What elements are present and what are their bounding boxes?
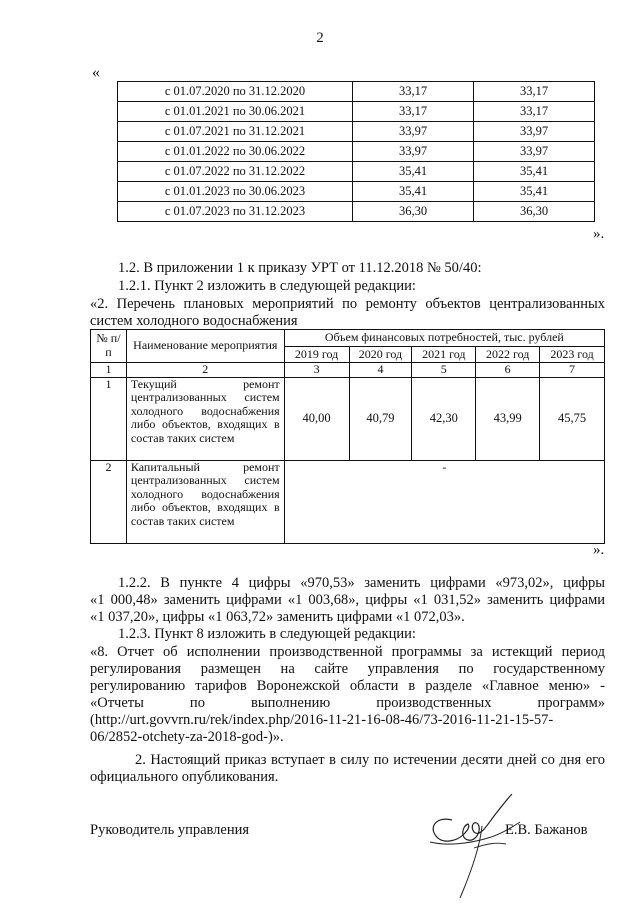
index-cell: 2	[126, 363, 284, 378]
header-year: 2022 год	[476, 347, 540, 363]
item-1-2-3: 1.2.3. Пункт 8 изложить в следующей редакции:	[118, 626, 416, 642]
index-cell: 3	[284, 363, 349, 378]
row-value: 40,00	[284, 377, 349, 460]
table-row	[118, 102, 595, 122]
table-row	[118, 162, 595, 182]
rate-value-cell: 35,41	[474, 182, 595, 202]
repair-plan-table	[90, 329, 605, 544]
table-row	[118, 202, 595, 222]
index-cell: 7	[540, 363, 605, 378]
item-8-line-2: регулирования размещен на сайте управления по государственному	[90, 661, 605, 677]
rate-value-cell: 35,41	[474, 162, 595, 182]
header-name: Наименование мероприятия	[126, 330, 284, 363]
row-value: 42,30	[412, 377, 476, 460]
table-row	[91, 460, 605, 543]
header-year: 2023 год	[540, 347, 605, 363]
row-name: Капитальный ремонт централизованных систем холодного водоснабжения либо объектов, входящих в состав таких систем	[126, 460, 284, 543]
rate-value-cell: 33,17	[353, 102, 474, 122]
rate-value-cell: 35,41	[353, 182, 474, 202]
table-row	[118, 182, 595, 202]
rate-value-cell: 33,17	[353, 82, 474, 102]
item-1-2-2-line-3: «1 037,20», цифры «1 063,72» заменить цифрами «1 072,03».	[90, 609, 465, 625]
table-row	[118, 122, 595, 142]
header-year: 2019 год	[284, 347, 349, 363]
plan-title-line-1: «2. Перечень плановых мероприятий по ремонту объектов централизованных	[90, 296, 605, 312]
table-row	[91, 377, 605, 460]
signature-icon	[422, 786, 532, 904]
rate-value-cell: 33,97	[474, 122, 595, 142]
header-number: № п/п	[91, 330, 127, 363]
item-8-line-5: (http://urt.govvrn.ru/rek/index.php/2016-11-21-16-08-46/73-2016-11-21-15-57-	[90, 712, 554, 728]
rate-value-cell: 33,17	[474, 102, 595, 122]
rate-value-cell: 33,97	[353, 142, 474, 162]
table-row	[118, 142, 595, 162]
rate-period-cell: с 01.01.2021 по 30.06.2021	[118, 102, 353, 122]
item-1-2-2-line-1: 1.2.2. В пункте 4 цифры «970,53» заменить цифрами «973,02», цифры	[118, 575, 605, 591]
header-year: 2021 год	[412, 347, 476, 363]
opening-quote-mark: «	[92, 64, 100, 81]
row-name: Текущий ремонт централизованных систем холодного водоснабжения либо объектов, входящих в состав таких систем	[126, 377, 284, 460]
item-8-line-3: регулированию тарифов Воронежской области в разделе «Главное меню» -	[90, 678, 605, 694]
rate-period-cell: с 01.07.2021 по 31.12.2021	[118, 122, 353, 142]
row-value: 40,79	[349, 377, 412, 460]
item-1-2: 1.2. В приложении 1 к приказу УРТ от 11.12.2018 № 50/40:	[118, 260, 482, 276]
item-1-2-2-line-2: «1 000,48» заменить цифрами «1 003,68», цифры «1 031,52» заменить цифрами	[90, 592, 605, 608]
rate-period-cell: с 01.01.2022 по 30.06.2022	[118, 142, 353, 162]
rate-value-cell: 33,97	[474, 142, 595, 162]
item-2-line-2: официального опубликования.	[90, 769, 279, 785]
item-8-line-1: «8. Отчет об исполнении производственной программы за истекщий период	[90, 644, 605, 660]
header-volume: Объем финансовых потребностей, тыс. рублей	[284, 330, 604, 347]
rate-period-cell: с 01.07.2020 по 31.12.2020	[118, 82, 353, 102]
rate-period-cell: с 01.07.2022 по 31.12.2022	[118, 162, 353, 182]
index-cell: 6	[476, 363, 540, 378]
item-2-line-1: 2. Настоящий приказ вступает в силу по истечении десяти дней со дня его	[135, 752, 605, 768]
row-number: 2	[91, 460, 127, 543]
rate-period-cell: с 01.01.2023 по 30.06.2023	[118, 182, 353, 202]
row-number: 1	[91, 377, 127, 460]
item-8-line-6: 06/2852-otchety-za-2018-god-)».	[90, 729, 284, 745]
rate-value-cell: 33,17	[474, 82, 595, 102]
rate-value-cell: 36,30	[353, 202, 474, 222]
row-dash: -	[284, 460, 604, 543]
rate-value-cell: 33,97	[353, 122, 474, 142]
index-cell: 1	[91, 363, 127, 378]
row-value: 45,75	[540, 377, 605, 460]
tariff-rates-table	[117, 81, 595, 222]
index-cell: 5	[412, 363, 476, 378]
header-year: 2020 год	[349, 347, 412, 363]
rate-value-cell: 36,30	[474, 202, 595, 222]
rate-period-cell: с 01.07.2023 по 31.12.2023	[118, 202, 353, 222]
table-row	[118, 82, 595, 102]
rate-value-cell: 35,41	[353, 162, 474, 182]
tariff-rates-body	[118, 82, 595, 222]
index-cell: 4	[349, 363, 412, 378]
row-value: 43,99	[476, 377, 540, 460]
rates-closing-quote: ».	[593, 226, 605, 242]
page-number: 2	[316, 30, 324, 46]
signatory-name: Е.В. Бажанов	[505, 822, 588, 838]
item-8-line-4: «Отчеты по выполнению производственных программ»	[90, 695, 605, 711]
plan-title-line-2: систем холодного водоснабжения	[90, 313, 298, 329]
plan-closing-quote: ».	[593, 542, 605, 558]
item-1-2-1: 1.2.1. Пункт 2 изложить в следующей редакции:	[118, 278, 416, 294]
signatory-title: Руководитель управления	[90, 822, 250, 838]
